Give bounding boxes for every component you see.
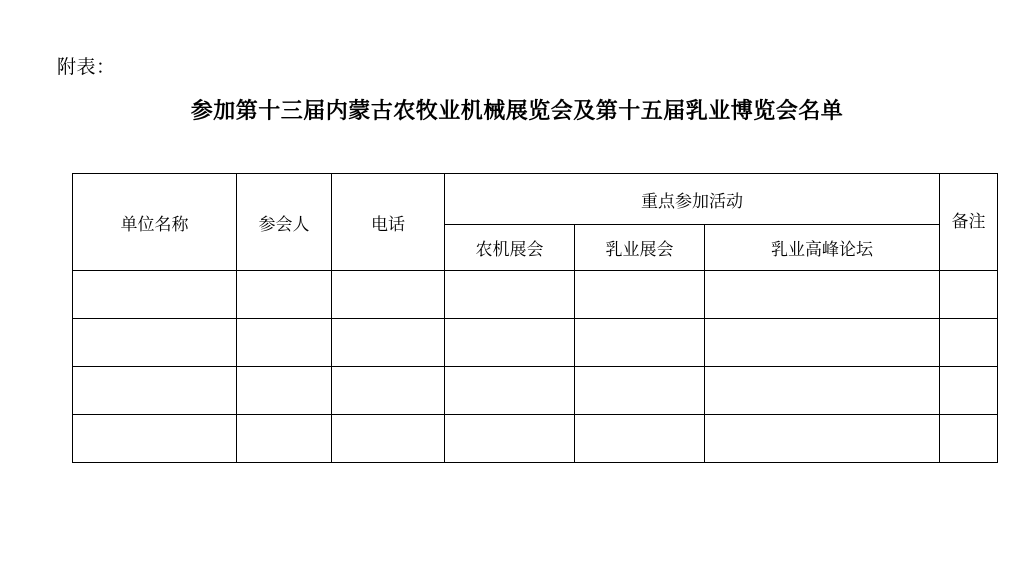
cell-remarks[interactable] [940,319,998,367]
cell-unit-name[interactable] [73,367,237,415]
column-header-attendee: 参会人 [237,174,332,271]
column-header-phone: 电话 [332,174,445,271]
roster-table [72,173,998,463]
attachment-label: 附表： [57,57,116,78]
cell-dairy-expo[interactable] [575,415,705,463]
column-header-remarks: 备注 [940,174,998,271]
cell-attendee[interactable] [237,271,332,319]
cell-attendee[interactable] [237,367,332,415]
table-row [73,367,998,415]
column-header-ag-machinery-expo: 农机展会 [445,225,575,271]
cell-ag-machinery[interactable] [445,319,575,367]
cell-phone[interactable] [332,367,445,415]
cell-phone[interactable] [332,319,445,367]
table-header-row-1 [73,174,998,225]
cell-dairy-expo[interactable] [575,271,705,319]
table-row [73,271,998,319]
cell-unit-name[interactable] [73,271,237,319]
cell-ag-machinery[interactable] [445,415,575,463]
cell-ag-machinery[interactable] [445,271,575,319]
cell-dairy-forum[interactable] [705,415,940,463]
roster-table-container [72,173,997,463]
cell-remarks[interactable] [940,271,998,319]
cell-remarks[interactable] [940,367,998,415]
cell-dairy-expo[interactable] [575,367,705,415]
cell-unit-name[interactable] [73,319,237,367]
cell-attendee[interactable] [237,319,332,367]
table-row [73,319,998,367]
column-header-dairy-forum: 乳业高峰论坛 [705,225,940,271]
cell-phone[interactable] [332,271,445,319]
cell-remarks[interactable] [940,415,998,463]
column-header-unit-name: 单位名称 [73,174,237,271]
page-title: 参加第十三届内蒙古农牧业机械展览会及第十五届乳业博览会名单 [190,98,844,123]
cell-phone[interactable] [332,415,445,463]
cell-dairy-forum[interactable] [705,271,940,319]
column-header-dairy-expo: 乳业展会 [575,225,705,271]
cell-dairy-forum[interactable] [705,319,940,367]
cell-unit-name[interactable] [73,415,237,463]
cell-attendee[interactable] [237,415,332,463]
column-header-key-activities: 重点参加活动 [445,174,940,225]
table-row [73,415,998,463]
cell-dairy-expo[interactable] [575,319,705,367]
cell-ag-machinery[interactable] [445,367,575,415]
cell-dairy-forum[interactable] [705,367,940,415]
